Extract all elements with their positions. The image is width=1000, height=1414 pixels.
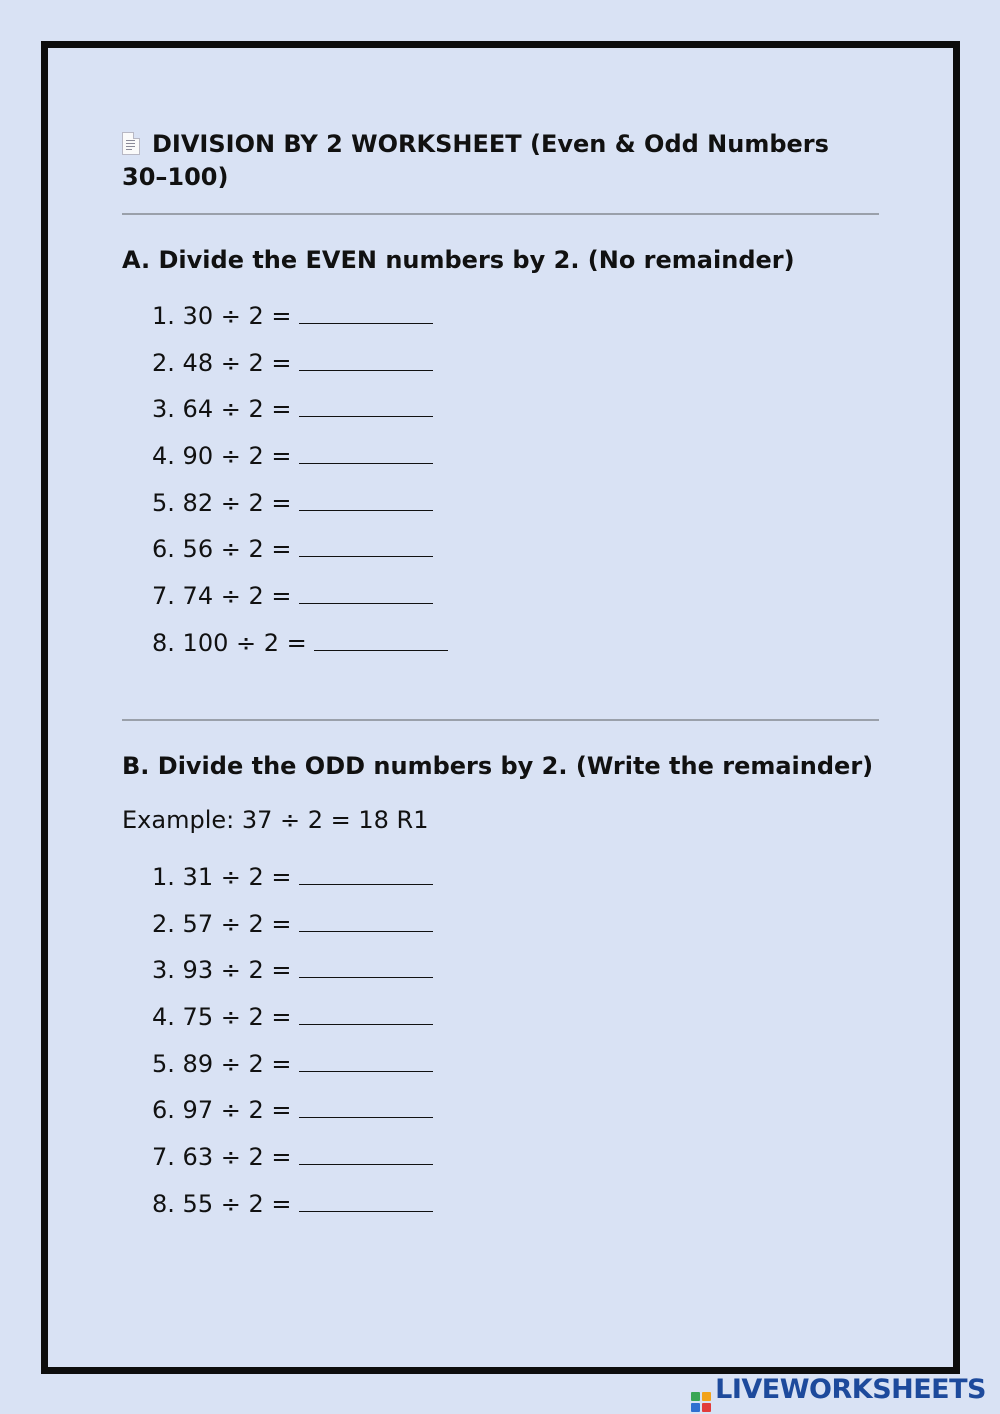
problem-expression: 63 ÷ 2 = bbox=[182, 1143, 292, 1172]
problem-item bbox=[152, 860, 433, 907]
problem-item bbox=[152, 392, 448, 439]
answer-blank[interactable] bbox=[299, 441, 433, 464]
problem-item bbox=[152, 1047, 433, 1094]
problem-number: 2. bbox=[152, 348, 175, 377]
answer-blank[interactable] bbox=[299, 488, 433, 511]
worksheet-frame bbox=[41, 41, 960, 1374]
section-a-heading: A. Divide the EVEN numbers by 2. (No remainder) bbox=[122, 246, 795, 274]
section-divider bbox=[122, 719, 879, 721]
problem-expression: 97 ÷ 2 = bbox=[182, 1096, 292, 1125]
answer-blank[interactable] bbox=[299, 909, 433, 932]
answer-blank[interactable] bbox=[299, 301, 433, 324]
problem-item bbox=[152, 1187, 433, 1234]
problem-item bbox=[152, 486, 448, 533]
problem-number: 6. bbox=[152, 535, 175, 564]
problem-number: 8. bbox=[152, 628, 175, 657]
problem-number: 2. bbox=[152, 909, 175, 938]
problem-item bbox=[152, 346, 448, 393]
problem-expression: 30 ÷ 2 = bbox=[182, 302, 292, 330]
problem-item bbox=[152, 299, 448, 346]
answer-blank[interactable] bbox=[299, 348, 433, 371]
logo-square bbox=[691, 1392, 700, 1401]
problem-item bbox=[152, 439, 448, 486]
problem-expression: 75 ÷ 2 = bbox=[182, 1003, 292, 1032]
worksheet-title bbox=[122, 128, 862, 194]
problem-number: 5. bbox=[152, 488, 175, 517]
worksheet-title-text: DIVISION BY 2 WORKSHEET (Even & Odd Numbers 30–100) bbox=[122, 130, 829, 191]
problem-item bbox=[152, 1000, 433, 1047]
logo-square bbox=[691, 1403, 700, 1412]
problem-number: 5. bbox=[152, 1049, 175, 1078]
logo-square bbox=[702, 1403, 711, 1412]
problem-expression: 100 ÷ 2 = bbox=[182, 628, 307, 657]
logo-square bbox=[702, 1392, 711, 1401]
liveworksheets-logo-icon bbox=[691, 1392, 711, 1412]
problem-number: 6. bbox=[152, 1096, 175, 1125]
document-icon bbox=[122, 132, 140, 155]
section-divider bbox=[122, 213, 879, 215]
problem-number: 7. bbox=[152, 1143, 175, 1172]
problem-expression: 82 ÷ 2 = bbox=[182, 488, 292, 517]
section-b-example: Example: 37 ÷ 2 = 18 R1 bbox=[122, 806, 429, 834]
answer-blank[interactable] bbox=[314, 628, 448, 651]
problem-item bbox=[152, 1140, 433, 1187]
answer-blank[interactable] bbox=[299, 1142, 433, 1165]
problem-number: 8. bbox=[152, 1189, 175, 1218]
problem-number: 3. bbox=[152, 956, 175, 985]
brand-name: LIVEWORKSHEETS bbox=[715, 1374, 986, 1405]
problem-expression: 74 ÷ 2 = bbox=[182, 582, 292, 611]
section-a-problem-list bbox=[152, 299, 448, 673]
problem-number: 7. bbox=[152, 582, 175, 611]
answer-blank[interactable] bbox=[299, 1189, 433, 1212]
problem-expression: 89 ÷ 2 = bbox=[182, 1049, 292, 1078]
problem-number: 4. bbox=[152, 1003, 175, 1032]
liveworksheets-brand[interactable] bbox=[691, 1374, 986, 1412]
answer-blank[interactable] bbox=[299, 581, 433, 604]
answer-blank[interactable] bbox=[299, 862, 433, 885]
problem-expression: 56 ÷ 2 = bbox=[182, 535, 292, 564]
answer-blank[interactable] bbox=[299, 394, 433, 417]
problem-item bbox=[152, 907, 433, 954]
problem-number: 1. bbox=[152, 302, 175, 330]
problem-expression: 93 ÷ 2 = bbox=[182, 956, 292, 985]
problem-expression: 55 ÷ 2 = bbox=[182, 1189, 292, 1218]
problem-item bbox=[152, 953, 433, 1000]
problem-number: 4. bbox=[152, 442, 175, 471]
problem-item bbox=[152, 1093, 433, 1140]
problem-number: 3. bbox=[152, 395, 175, 424]
problem-expression: 48 ÷ 2 = bbox=[182, 348, 292, 377]
answer-blank[interactable] bbox=[299, 1002, 433, 1025]
problem-expression: 64 ÷ 2 = bbox=[182, 395, 292, 424]
answer-blank[interactable] bbox=[299, 534, 433, 557]
problem-item bbox=[152, 532, 448, 579]
problem-expression: 57 ÷ 2 = bbox=[182, 909, 292, 938]
answer-blank[interactable] bbox=[299, 955, 433, 978]
problem-expression: 31 ÷ 2 = bbox=[182, 863, 292, 891]
section-b-heading: B. Divide the ODD numbers by 2. (Write the remainder) bbox=[122, 752, 874, 780]
answer-blank[interactable] bbox=[299, 1095, 433, 1118]
problem-item bbox=[152, 579, 448, 626]
section-b-problem-list bbox=[152, 860, 433, 1234]
problem-item bbox=[152, 626, 448, 673]
problem-expression: 90 ÷ 2 = bbox=[182, 442, 292, 471]
answer-blank[interactable] bbox=[299, 1049, 433, 1072]
problem-number: 1. bbox=[152, 863, 175, 891]
